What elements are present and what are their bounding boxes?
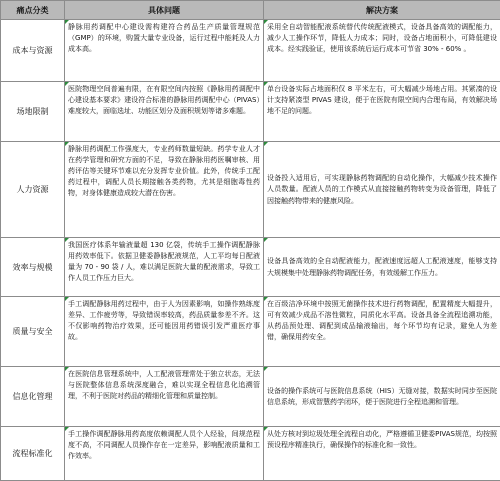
category-cell: 场地限制 <box>1 82 65 142</box>
solution-cell <box>264 367 500 427</box>
problem-text: 静脉用药调配工作强度大，专业药师数量短缺。药学专业人才在药学管理和研究方面的不足，导致在静脉用药医嘱审核、用药评估等关键环节难以充分发挥专业价值。此外，传统手工配药过程中，调配人员长期接触各类药物，尤其是细胞毒性药物，对身体健康造成较大潜在伤害。 <box>68 145 260 197</box>
solution-text: 设备具备高效的全自动配液能力，配液速度远超人工配液速度，能够支持大规模集中处理静脉药物调配任务，有效缓解工作压力。 <box>267 257 497 276</box>
category-cell: 信息化管理 <box>1 367 65 427</box>
solution-text: 在百级洁净环境中按照无菌操作技术进行药物调配，配置精度大幅提升，可有效减少成品不溶性微粒，同质化水平高。设备具备全流程追溯功能，从药品预处理、调配到成品输液输出，每个环节均有记录，避免人为差错，确保用药安全。 <box>267 300 497 341</box>
solution-text: 设备投入适用后，可实现静脉药物调配的自动化操作，大幅减少技术操作人员数量。配液人员的工作模式从直接接触药物转变为设备管理，降低了因接触药物带来的健康风险。 <box>267 174 497 204</box>
problem-text: 手工调配静脉用药过程中，由于人为因素影响，如操作熟练度差异、工作疲劳等，导致错误率较高，药品质量参差不齐。这不仅影响药物治疗效果，还可能因用药错误引发严重医疗事故。 <box>68 300 260 341</box>
solution-cell <box>264 297 500 367</box>
solution-text: 采用全自动智能配液系统替代传统配液模式，设备具备高效的调配能力，减少人工操作环节，降低人力成本；同时，设备占地面积小，可降低建设成本。经实践验证，使用该系统后运行成本可节省 30% - 60% 。 <box>267 23 497 53</box>
category-cell: 质量与安全 <box>1 297 65 367</box>
cell-corner-marker <box>264 82 268 86</box>
header-category: 痛点分类 <box>1 1 65 20</box>
problem-cell <box>65 367 264 427</box>
cell-corner-marker <box>264 142 268 146</box>
table-row <box>1 20 500 82</box>
cell-corner-marker <box>264 367 268 371</box>
category-cell: 人力资源 <box>1 142 65 238</box>
table-row <box>1 142 500 238</box>
table-row <box>1 297 500 367</box>
problem-cell <box>65 142 264 238</box>
header-solution: 解决方案 <box>264 1 500 20</box>
problem-cell <box>65 238 264 297</box>
category-cell: 效率与规模 <box>1 238 65 297</box>
cell-corner-marker <box>65 427 69 431</box>
table-row <box>1 238 500 297</box>
cell-corner-marker <box>264 20 268 24</box>
cell-corner-marker <box>264 238 268 242</box>
solution-text: 单台设备实际占地面积仅 8 平米左右，可大幅减少场地占用。其紧凑的设计支持紧凑型 PIVAS 建设，便于在医院有限空间内合理布局，有效解决场地不足的问题。 <box>267 85 497 115</box>
problem-cell <box>65 20 264 82</box>
header-row <box>1 1 500 20</box>
solution-text: 从处方核对到垃圾处理全流程自动化，严格遵循卫健委PIVAS规范，均按照预设程序精准执行，确保操作的标准化和一致性。 <box>267 430 497 449</box>
solution-cell <box>264 20 500 82</box>
cell-corner-marker <box>264 297 268 301</box>
cell-corner-marker <box>65 142 69 146</box>
problem-cell <box>65 427 264 481</box>
category-cell: 成本与资源 <box>1 20 65 82</box>
problem-text: 静脉用药调配中心建设需构建符合药品生产质量管理规范（GMP）的环境，购置大量专业设备，运行过程中能耗及人力成本高。 <box>68 23 260 53</box>
table-row <box>1 82 500 142</box>
table-row <box>1 427 500 481</box>
category-cell: 流程标准化 <box>1 427 65 481</box>
cell-corner-marker <box>65 297 69 301</box>
problem-text: 在医院信息管理系统中，人工配液管理常处于独立状态，无法与医院整体信息系统深度融合，难以实现全程信息化追溯管理，不利于医院对药品的精细化管理和质量控制。 <box>68 370 260 400</box>
table-row <box>1 367 500 427</box>
header-problem: 具体问题 <box>65 1 264 20</box>
cell-corner-marker <box>65 82 69 86</box>
solution-cell <box>264 142 500 238</box>
cell-corner-marker <box>264 427 268 431</box>
cell-corner-marker <box>65 20 69 24</box>
solution-cell <box>264 238 500 297</box>
solution-cell <box>264 82 500 142</box>
solution-cell <box>264 427 500 481</box>
problem-text: 手工操作调配静脉用药高度依赖调配人员个人经验，间规范程度不高，不同调配人员操作存在一定差异，影响配液质量和工作效率。 <box>68 430 260 460</box>
solution-text: 设备的操作系统可与医院信息系统（HIS）无缝对接，数据实时同步至医院信息系统，形成智慧药学闭环，便于医院进行全程追溯和管理。 <box>267 387 497 406</box>
problem-cell <box>65 297 264 367</box>
cell-corner-marker <box>65 367 69 371</box>
problem-cell <box>65 82 264 142</box>
problem-text: 我国医疗体系年输液量超 130 亿袋，传统手工操作调配静脉用药效率低下。依据卫健委静脉配液规范，人工平均每日配液量为 70 - 90 袋 / 人，难以满足医院大量的配液需求，导致工作人员工作压力巨大。 <box>68 241 260 282</box>
cell-corner-marker <box>65 238 69 242</box>
problem-text: 医院物理空间普遍有限，在有限空间内按照《静脉用药调配中心建设基本要求》建设符合标准的静脉用药调配中心（PIVAS）难度较大，面临选址、功能区划分及面积规划等诸多难题。 <box>68 85 260 115</box>
